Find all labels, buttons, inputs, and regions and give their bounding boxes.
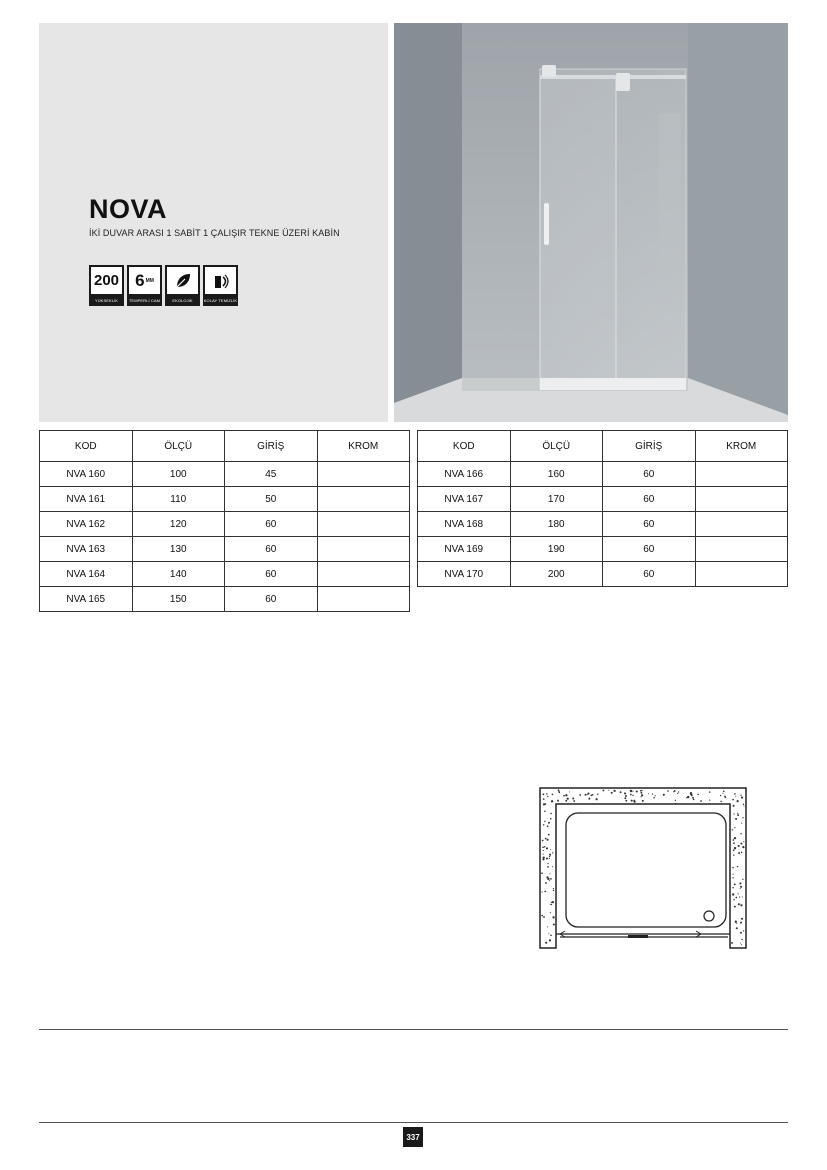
tempered-glass-caption: TEMPERLİ CAM — [128, 298, 161, 303]
cell-giris: 60 — [225, 512, 318, 537]
cell-krom — [317, 587, 410, 612]
header-giris: GİRİŞ — [603, 431, 696, 462]
cell-giris: 60 — [603, 537, 696, 562]
cell-krom — [695, 562, 788, 587]
feature-icons — [89, 265, 238, 306]
cell-olcu: 140 — [132, 562, 225, 587]
cell-krom — [695, 462, 788, 487]
spec-table-right — [417, 430, 788, 587]
cell-kod: NVA 163 — [40, 537, 133, 562]
eco-caption: EKOLOJİK — [172, 298, 193, 303]
cell-kod: NVA 167 — [418, 487, 511, 512]
cell-giris: 60 — [603, 512, 696, 537]
table-row — [40, 537, 410, 562]
header-kod: KOD — [418, 431, 511, 462]
easy-clean-badge — [203, 265, 238, 306]
header-krom: KROM — [317, 431, 410, 462]
tempered-glass-badge — [127, 265, 162, 306]
footer-divider — [39, 1122, 788, 1123]
cell-krom — [317, 512, 410, 537]
cell-kod: NVA 166 — [418, 462, 511, 487]
cell-giris: 60 — [603, 562, 696, 587]
section-divider — [39, 1029, 788, 1030]
cell-olcu: 170 — [510, 487, 603, 512]
drain-icon — [704, 911, 714, 921]
tempered-glass-icon — [129, 267, 160, 294]
cell-giris: 60 — [225, 587, 318, 612]
cell-giris: 45 — [225, 462, 318, 487]
height-icon — [91, 267, 122, 294]
table-row — [40, 512, 410, 537]
header-krom: KROM — [695, 431, 788, 462]
cell-krom — [317, 462, 410, 487]
cell-kod: NVA 161 — [40, 487, 133, 512]
cell-krom — [317, 487, 410, 512]
eco-leaf-icon — [167, 267, 198, 294]
page-number: 337 — [403, 1127, 423, 1147]
table-header-row — [418, 431, 788, 462]
cell-olcu: 180 — [510, 512, 603, 537]
cell-giris: 50 — [225, 487, 318, 512]
cell-kod: NVA 165 — [40, 587, 133, 612]
table-row — [418, 562, 788, 587]
height-caption: YÜKSEKLİK — [94, 298, 119, 303]
cell-kod: NVA 162 — [40, 512, 133, 537]
easy-clean-icon — [205, 267, 236, 294]
cell-olcu: 130 — [132, 537, 225, 562]
cell-olcu: 100 — [132, 462, 225, 487]
table-row — [418, 512, 788, 537]
header-kod: KOD — [40, 431, 133, 462]
cell-olcu: 190 — [510, 537, 603, 562]
cell-giris: 60 — [225, 562, 318, 587]
cell-kod: NVA 170 — [418, 562, 511, 587]
table-row — [40, 487, 410, 512]
easy-clean-caption: KOLAY TEMİZLİK — [203, 298, 238, 303]
table-header-row — [40, 431, 410, 462]
cell-olcu: 200 — [510, 562, 603, 587]
cell-kod: NVA 160 — [40, 462, 133, 487]
cell-kod: NVA 164 — [40, 562, 133, 587]
height-badge — [89, 265, 124, 306]
table-row — [418, 487, 788, 512]
cell-krom — [695, 537, 788, 562]
sliding-door-rail — [556, 931, 730, 938]
product-title: NOVA — [89, 194, 168, 224]
glass-thickness: 6 — [135, 270, 145, 290]
table-row — [40, 562, 410, 587]
cell-olcu: 150 — [132, 587, 225, 612]
cell-kod: NVA 168 — [418, 512, 511, 537]
cell-krom — [695, 512, 788, 537]
cell-krom — [317, 537, 410, 562]
table-row — [40, 587, 410, 612]
table-row — [40, 462, 410, 487]
cell-giris: 60 — [225, 537, 318, 562]
product-photo — [394, 23, 788, 422]
header-giris: GİRİŞ — [225, 431, 318, 462]
glass-unit: MM — [145, 277, 154, 284]
cell-giris: 60 — [603, 462, 696, 487]
shower-tray — [566, 813, 726, 927]
spec-table-left — [39, 430, 410, 612]
cell-olcu: 120 — [132, 512, 225, 537]
cell-krom — [317, 562, 410, 587]
cell-kod: NVA 169 — [418, 537, 511, 562]
cell-olcu: 110 — [132, 487, 225, 512]
header-olcu: ÖLÇÜ — [510, 431, 603, 462]
table-row — [418, 462, 788, 487]
cell-olcu: 160 — [510, 462, 603, 487]
cell-krom — [695, 487, 788, 512]
header-olcu: ÖLÇÜ — [132, 431, 225, 462]
table-row — [418, 537, 788, 562]
cell-giris: 60 — [603, 487, 696, 512]
height-value: 200 — [93, 272, 120, 289]
product-subtitle: İKİ DUVAR ARASI 1 SABİT 1 ÇALIŞIR TEKNE ÜZERİ KABİN — [89, 228, 340, 238]
eco-badge — [165, 265, 200, 306]
installation-plan-diagram — [538, 786, 750, 950]
